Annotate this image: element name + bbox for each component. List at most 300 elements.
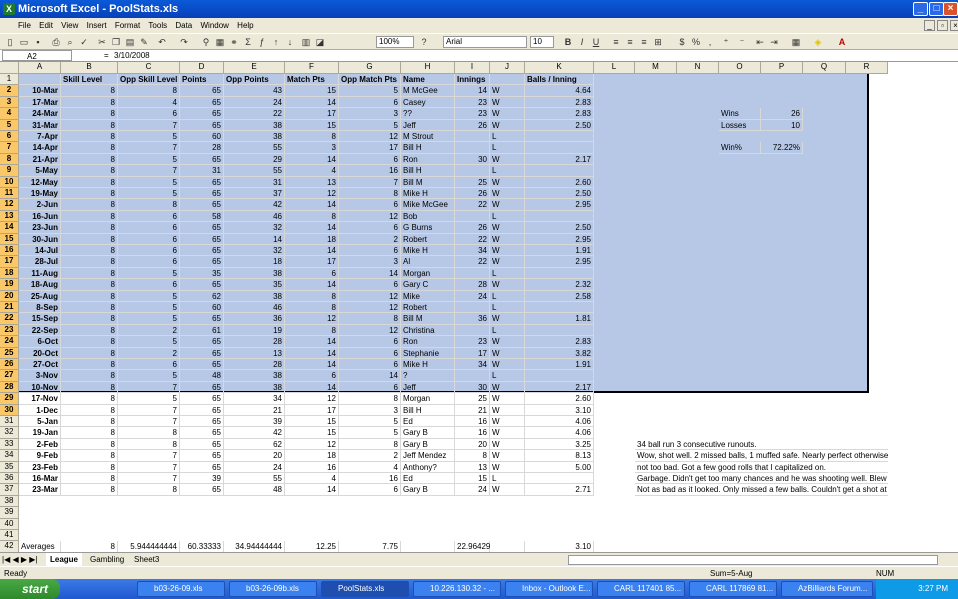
table-cell[interactable] (525, 131, 594, 142)
table-cell[interactable]: 1.91 (525, 359, 594, 370)
undo-icon[interactable]: ↶ (158, 37, 166, 47)
table-cell[interactable]: 65 (180, 154, 224, 165)
table-cell[interactable]: 13 (285, 177, 339, 188)
minimize-button[interactable]: _ (913, 2, 928, 16)
table-cell[interactable]: Jeff (401, 120, 455, 131)
row-header[interactable]: 7 (0, 142, 19, 153)
table-cell[interactable]: 65 (180, 279, 224, 290)
table-cell[interactable]: 2.32 (525, 279, 594, 290)
table-cell[interactable]: 2.83 (525, 108, 594, 119)
start-button[interactable]: start (0, 579, 60, 599)
table-cell[interactable]: 8 (61, 450, 118, 461)
averages-cell[interactable]: 7.75 (339, 541, 401, 552)
menu-format[interactable]: Format (114, 21, 141, 30)
table-cell[interactable]: 8 (61, 484, 118, 495)
merge-center-icon[interactable]: ⊞ (654, 37, 662, 47)
table-cell[interactable]: Christina (401, 325, 455, 336)
menu-edit[interactable]: Edit (39, 21, 53, 30)
row-header[interactable]: 13 (0, 211, 19, 222)
table-cell[interactable]: Morgan (401, 393, 455, 404)
sort-descending-icon[interactable]: ↓ (287, 37, 293, 47)
row-header[interactable]: 15 (0, 234, 19, 245)
table-cell[interactable]: 13 (455, 462, 490, 473)
table-cell[interactable]: 58 (180, 211, 224, 222)
averages-cell[interactable] (401, 541, 455, 552)
table-cell[interactable]: 16 (285, 462, 339, 473)
table-cell[interactable]: 28 (455, 279, 490, 290)
column-header[interactable]: Q (803, 62, 846, 74)
font-color-icon[interactable]: A (838, 37, 846, 47)
table-cell[interactable]: 2 (118, 325, 180, 336)
table-cell[interactable]: 8 (339, 393, 401, 404)
menu-tools[interactable]: Tools (148, 21, 168, 30)
table-cell[interactable]: 24 (455, 291, 490, 302)
table-cell[interactable]: Bob (401, 211, 455, 222)
table-cell[interactable]: Morgan (401, 268, 455, 279)
table-cell[interactable]: 8 (61, 416, 118, 427)
table-cell[interactable]: ? (401, 370, 455, 381)
table-cell[interactable]: 14 (285, 382, 339, 393)
menu-help[interactable]: Help (237, 21, 254, 30)
table-cell[interactable]: L (490, 131, 525, 142)
table-cell[interactable]: L (490, 302, 525, 313)
font-dropdown[interactable]: Arial (443, 36, 527, 48)
table-cell[interactable]: 46 (224, 302, 285, 313)
table-cell[interactable]: 8 (61, 382, 118, 393)
table-cell[interactable]: 5 (118, 370, 180, 381)
table-cell[interactable]: 30 (455, 382, 490, 393)
column-header[interactable]: L (594, 62, 635, 74)
column-header[interactable]: P (761, 62, 803, 74)
table-cell[interactable]: 18 (285, 234, 339, 245)
table-cell[interactable]: 24 (455, 484, 490, 495)
decrease-decimal-icon[interactable]: ⁻ (739, 37, 745, 47)
table-cell[interactable]: ?? (401, 108, 455, 119)
table-cell[interactable]: Mike (401, 291, 455, 302)
row-header[interactable]: 12 (0, 199, 19, 210)
table-cell[interactable]: 28 (180, 142, 224, 153)
table-cell[interactable]: 43 (224, 85, 285, 96)
table-cell[interactable]: 55 (224, 142, 285, 153)
table-cell[interactable]: 18 (224, 256, 285, 267)
table-cell[interactable]: 65 (180, 336, 224, 347)
help-icon[interactable]: ? (421, 37, 427, 47)
row-header[interactable]: 9 (0, 165, 19, 176)
row-header[interactable]: 27 (0, 370, 19, 381)
maximize-button[interactable]: □ (929, 2, 944, 16)
row-header[interactable]: 42 (0, 541, 19, 552)
column-header[interactable]: H (401, 62, 455, 74)
table-cell[interactable]: 6 (118, 359, 180, 370)
table-cell[interactable]: 20 (455, 439, 490, 450)
column-header[interactable]: M (635, 62, 677, 74)
note-cell[interactable]: Not as bad as it looked. Only missed a few balls. Couldn't get a shot at (637, 485, 887, 495)
row-header[interactable]: 17 (0, 256, 19, 267)
table-cell[interactable]: 23 (455, 336, 490, 347)
column-header[interactable]: G (339, 62, 401, 74)
table-cell[interactable]: 12 (339, 302, 401, 313)
table-cell[interactable]: 8-Sep (19, 302, 61, 313)
table-cell[interactable]: 37 (224, 188, 285, 199)
table-cell[interactable]: L (490, 165, 525, 176)
row-header[interactable]: 41 (0, 530, 19, 541)
table-cell[interactable]: 8 (61, 302, 118, 313)
column-header[interactable]: J (490, 62, 525, 74)
table-cell[interactable]: 16-Mar (19, 473, 61, 484)
table-cell[interactable]: G Burns (401, 222, 455, 233)
menu-insert[interactable]: Insert (86, 21, 107, 30)
table-cell[interactable] (455, 142, 490, 153)
row-header[interactable]: 24 (0, 336, 19, 347)
table-cell[interactable]: 6 (118, 234, 180, 245)
formula-input[interactable]: 3/10/2008 (114, 51, 150, 60)
table-cell[interactable]: 34 (455, 359, 490, 370)
table-cell[interactable]: Mike H (401, 245, 455, 256)
table-cell[interactable]: 5 (118, 336, 180, 347)
table-cell[interactable]: 23 (455, 97, 490, 108)
table-cell[interactable]: 65 (180, 416, 224, 427)
table-cell[interactable]: 8 (61, 393, 118, 404)
table-cell[interactable]: 24 (224, 462, 285, 473)
hyperlink-icon[interactable]: ⚭ (230, 37, 238, 47)
table-cell[interactable]: 60 (180, 302, 224, 313)
table-cell[interactable]: Ron (401, 336, 455, 347)
table-cell[interactable]: 34 (455, 245, 490, 256)
row-header[interactable]: 37 (0, 484, 19, 495)
table-cell[interactable] (525, 473, 594, 484)
table-cell[interactable]: 16 (455, 427, 490, 438)
table-cell[interactable]: 10-Nov (19, 382, 61, 393)
row-header[interactable]: 22 (0, 313, 19, 324)
row-header[interactable]: 39 (0, 507, 19, 518)
table-cell[interactable]: 2.71 (525, 484, 594, 495)
table-cell[interactable]: 8 (285, 302, 339, 313)
row-header[interactable]: 4 (0, 108, 19, 119)
table-cell[interactable]: 21 (455, 405, 490, 416)
table-cell[interactable]: 5 (118, 268, 180, 279)
table-cell[interactable]: 5 (339, 120, 401, 131)
table-cell[interactable]: 20 (224, 450, 285, 461)
table-cell[interactable]: 14 (285, 359, 339, 370)
table-cell[interactable]: 8 (61, 291, 118, 302)
table-cell[interactable]: 39 (224, 416, 285, 427)
table-cell[interactable]: 7 (118, 405, 180, 416)
note-cell[interactable]: 34 ball run 3 consecutive runouts. (635, 439, 888, 450)
table-cell[interactable]: 12 (339, 131, 401, 142)
table-cell[interactable]: 24 (224, 97, 285, 108)
table-cell[interactable]: 15 (285, 416, 339, 427)
table-cell[interactable]: 5 (339, 427, 401, 438)
row-header[interactable]: 18 (0, 268, 19, 279)
table-cell[interactable]: Jeff Mendez (401, 450, 455, 461)
table-cell[interactable] (525, 370, 594, 381)
table-cell[interactable]: 7 (118, 416, 180, 427)
table-cell[interactable]: 5 (118, 291, 180, 302)
table-cell[interactable]: 2.95 (525, 234, 594, 245)
table-cell[interactable]: 8 (61, 359, 118, 370)
task-carl-2[interactable]: CARL 117869 81... (689, 581, 777, 597)
table-cell[interactable]: 22 (455, 234, 490, 245)
table-cell[interactable]: 2.60 (525, 177, 594, 188)
table-cell[interactable]: 7 (118, 120, 180, 131)
table-cell[interactable]: 12 (339, 291, 401, 302)
table-cell[interactable] (525, 165, 594, 176)
table-cell[interactable]: 65 (180, 484, 224, 495)
table-cell[interactable]: 2 (118, 348, 180, 359)
table-cell[interactable] (455, 165, 490, 176)
table-cell[interactable]: Mike McGee (401, 199, 455, 210)
note-cell[interactable]: Wow, shot well. 2 missed balls, 1 muffed safe. Nearly perfect otherwise (637, 451, 889, 461)
table-cell[interactable]: 8 (118, 199, 180, 210)
table-cell[interactable] (455, 268, 490, 279)
table-cell[interactable]: 8 (61, 473, 118, 484)
table-cell[interactable]: 55 (224, 473, 285, 484)
table-cell[interactable]: W (490, 97, 525, 108)
spreadsheet-grid[interactable] (0, 62, 958, 552)
table-cell[interactable]: 4 (339, 462, 401, 473)
align-left-icon[interactable]: ≡ (613, 37, 619, 47)
table-cell[interactable]: 48 (224, 484, 285, 495)
table-cell[interactable]: 7 (118, 142, 180, 153)
table-cell[interactable]: 8 (61, 256, 118, 267)
bold-icon[interactable]: B (564, 37, 572, 47)
column-header[interactable]: I (455, 62, 490, 74)
table-cell[interactable]: 12 (285, 393, 339, 404)
table-cell[interactable]: 8 (61, 211, 118, 222)
table-cell[interactable]: 7 (118, 462, 180, 473)
row-header[interactable]: 23 (0, 325, 19, 336)
table-cell[interactable]: 25 (455, 393, 490, 404)
table-cell[interactable]: Bill H (401, 165, 455, 176)
table-cell[interactable]: 2.50 (525, 188, 594, 199)
redo-icon[interactable]: ↷ (180, 37, 188, 47)
table-cell[interactable]: Gary C (401, 279, 455, 290)
table-cell[interactable]: 16 (339, 473, 401, 484)
table-cell[interactable]: 8 (61, 199, 118, 210)
table-cell[interactable]: 42 (224, 199, 285, 210)
table-cell[interactable]: 8 (285, 131, 339, 142)
table-cell[interactable]: 3.25 (525, 439, 594, 450)
table-cell[interactable]: 65 (180, 245, 224, 256)
table-cell[interactable]: 14 (339, 268, 401, 279)
table-cell[interactable]: 4 (118, 97, 180, 108)
table-cell[interactable]: 8 (61, 245, 118, 256)
table-cell[interactable]: W (490, 120, 525, 131)
table-cell[interactable]: W (490, 256, 525, 267)
italic-icon[interactable]: I (580, 37, 584, 47)
averages-cell[interactable]: 8 (61, 541, 118, 552)
averages-cell[interactable]: 34.94444444 (224, 541, 285, 552)
table-cell[interactable]: 3.82 (525, 348, 594, 359)
row-header[interactable]: 16 (0, 245, 19, 256)
table-cell[interactable]: 8 (61, 154, 118, 165)
table-cell[interactable]: Anthony? (401, 462, 455, 473)
table-cell[interactable]: 1.81 (525, 313, 594, 324)
table-cell[interactable]: 35 (224, 279, 285, 290)
table-cell[interactable]: 18-Aug (19, 279, 61, 290)
table-cell[interactable]: 16 (455, 416, 490, 427)
table-cell[interactable]: 2.17 (525, 154, 594, 165)
table-cell[interactable]: 35 (180, 268, 224, 279)
table-cell[interactable]: L (490, 142, 525, 153)
table-cell[interactable]: 65 (180, 177, 224, 188)
table-cell[interactable]: 14 (285, 97, 339, 108)
task-poolstats[interactable]: PoolStats.xls (321, 581, 409, 597)
underline-icon[interactable]: U (592, 37, 600, 47)
table-cell[interactable]: 19 (224, 325, 285, 336)
table-cell[interactable]: 7 (118, 473, 180, 484)
table-cell[interactable]: 23-Feb (19, 462, 61, 473)
table-cell[interactable]: 2.17 (525, 382, 594, 393)
table-cell[interactable]: 17 (285, 108, 339, 119)
table-cell[interactable]: 8 (61, 177, 118, 188)
table-cell[interactable]: Bill H (401, 405, 455, 416)
table-cell[interactable]: 8 (61, 131, 118, 142)
row-header[interactable]: 31 (0, 416, 19, 427)
table-cell[interactable]: 60 (180, 131, 224, 142)
table-cell[interactable]: 8 (61, 268, 118, 279)
table-cell[interactable]: 23-Mar (19, 484, 61, 495)
column-header[interactable]: R (846, 62, 888, 74)
table-cell[interactable]: 5 (118, 177, 180, 188)
table-cell[interactable]: 8 (61, 439, 118, 450)
table-cell[interactable]: 2.83 (525, 97, 594, 108)
table-cell[interactable]: 3 (339, 256, 401, 267)
table-cell[interactable]: Bill H (401, 142, 455, 153)
table-cell[interactable]: 14 (285, 336, 339, 347)
table-cell[interactable]: 6 (118, 222, 180, 233)
table-cell[interactable] (525, 302, 594, 313)
column-header[interactable]: N (677, 62, 719, 74)
menu-file[interactable]: File (18, 21, 31, 30)
table-cell[interactable]: 65 (180, 348, 224, 359)
close-button[interactable]: × (943, 2, 958, 16)
table-cell[interactable]: 12-May (19, 177, 61, 188)
table-cell[interactable]: 8 (61, 120, 118, 131)
column-header[interactable]: A (19, 62, 61, 74)
table-cell[interactable]: 8 (61, 313, 118, 324)
table-cell[interactable]: W (490, 234, 525, 245)
table-cell[interactable]: W (490, 336, 525, 347)
table-cell[interactable]: 25 (455, 177, 490, 188)
row-header[interactable]: 33 (0, 439, 19, 450)
table-cell[interactable]: 5 (118, 302, 180, 313)
table-cell[interactable]: 8 (455, 450, 490, 461)
table-cell[interactable]: 10-Mar (19, 85, 61, 96)
table-cell[interactable]: W (490, 450, 525, 461)
table-cell[interactable]: 65 (180, 313, 224, 324)
doc-minimize-button[interactable]: _ (924, 20, 935, 31)
row-header[interactable]: 14 (0, 222, 19, 233)
table-cell[interactable]: W (490, 405, 525, 416)
table-cell[interactable]: 6 (285, 268, 339, 279)
table-cell[interactable]: Jeff (401, 382, 455, 393)
table-cell[interactable] (525, 142, 594, 153)
table-cell[interactable]: 8 (339, 439, 401, 450)
table-cell[interactable]: 8 (61, 370, 118, 381)
table-cell[interactable]: 24-Mar (19, 108, 61, 119)
table-cell[interactable]: 6 (339, 222, 401, 233)
table-cell[interactable]: W (490, 416, 525, 427)
table-cell[interactable]: 8 (118, 85, 180, 96)
table-cell[interactable]: 3.10 (525, 405, 594, 416)
table-cell[interactable]: 5 (339, 416, 401, 427)
table-cell[interactable]: 31 (224, 177, 285, 188)
table-cell[interactable]: 4.06 (525, 416, 594, 427)
table-cell[interactable]: 8 (61, 279, 118, 290)
table-cell[interactable]: 21-Apr (19, 154, 61, 165)
table-cell[interactable]: 62 (224, 439, 285, 450)
table-cell[interactable]: L (490, 370, 525, 381)
table-cell[interactable]: Mike H (401, 359, 455, 370)
averages-cell[interactable]: Averages (19, 541, 61, 552)
table-cell[interactable]: Stephanie (401, 348, 455, 359)
table-cell[interactable]: 7 (118, 450, 180, 461)
row-header[interactable]: 21 (0, 302, 19, 313)
table-cell[interactable]: W (490, 348, 525, 359)
row-header[interactable]: 28 (0, 382, 19, 393)
table-cell[interactable]: 65 (180, 120, 224, 131)
row-header[interactable]: 1 (0, 74, 19, 85)
table-cell[interactable]: 4.06 (525, 427, 594, 438)
table-cell[interactable]: 8 (61, 142, 118, 153)
table-cell[interactable]: 62 (180, 291, 224, 302)
table-cell[interactable]: W (490, 154, 525, 165)
autosum-icon[interactable]: Σ (245, 37, 251, 47)
column-header[interactable]: F (285, 62, 339, 74)
table-cell[interactable]: 19-May (19, 188, 61, 199)
table-cell[interactable]: L (490, 268, 525, 279)
table-cell[interactable]: W (490, 427, 525, 438)
table-cell[interactable]: 15 (285, 85, 339, 96)
table-cell[interactable]: 12 (339, 325, 401, 336)
table-cell[interactable]: 5 (118, 313, 180, 324)
table-cell[interactable]: W (490, 245, 525, 256)
column-header[interactable]: O (719, 62, 761, 74)
table-cell[interactable]: 14-Jul (19, 245, 61, 256)
averages-cell[interactable]: 12.25 (285, 541, 339, 552)
table-cell[interactable]: 6 (118, 108, 180, 119)
doc-close-button[interactable]: × (950, 20, 958, 31)
table-cell[interactable]: 22-Sep (19, 325, 61, 336)
table-cell[interactable]: 25-Aug (19, 291, 61, 302)
table-cell[interactable] (455, 302, 490, 313)
table-cell[interactable]: 12 (285, 439, 339, 450)
table-cell[interactable]: 1.91 (525, 245, 594, 256)
row-header[interactable]: 29 (0, 393, 19, 404)
zoom-dropdown[interactable]: 100% (376, 36, 414, 48)
row-header[interactable]: 32 (0, 427, 19, 438)
averages-cell[interactable]: 5.944444444 (118, 541, 180, 552)
table-cell[interactable]: 65 (180, 234, 224, 245)
table-cell[interactable]: 48 (180, 370, 224, 381)
table-cell[interactable]: 15-Sep (19, 313, 61, 324)
print-icon[interactable]: ⎙ (52, 37, 60, 47)
table-cell[interactable]: 14 (285, 279, 339, 290)
table-cell[interactable]: 4 (285, 165, 339, 176)
comma-icon[interactable]: , (708, 37, 712, 47)
table-cell[interactable]: 8 (61, 108, 118, 119)
table-cell[interactable]: 17-Mar (19, 97, 61, 108)
table-cell[interactable]: W (490, 393, 525, 404)
column-header[interactable]: C (118, 62, 180, 74)
table-cell[interactable]: 7 (118, 382, 180, 393)
table-cell[interactable]: W (490, 359, 525, 370)
table-cell[interactable]: 7-Apr (19, 131, 61, 142)
table-cell[interactable]: Gary B (401, 484, 455, 495)
table-cell[interactable] (455, 131, 490, 142)
table-cell[interactable] (525, 325, 594, 336)
